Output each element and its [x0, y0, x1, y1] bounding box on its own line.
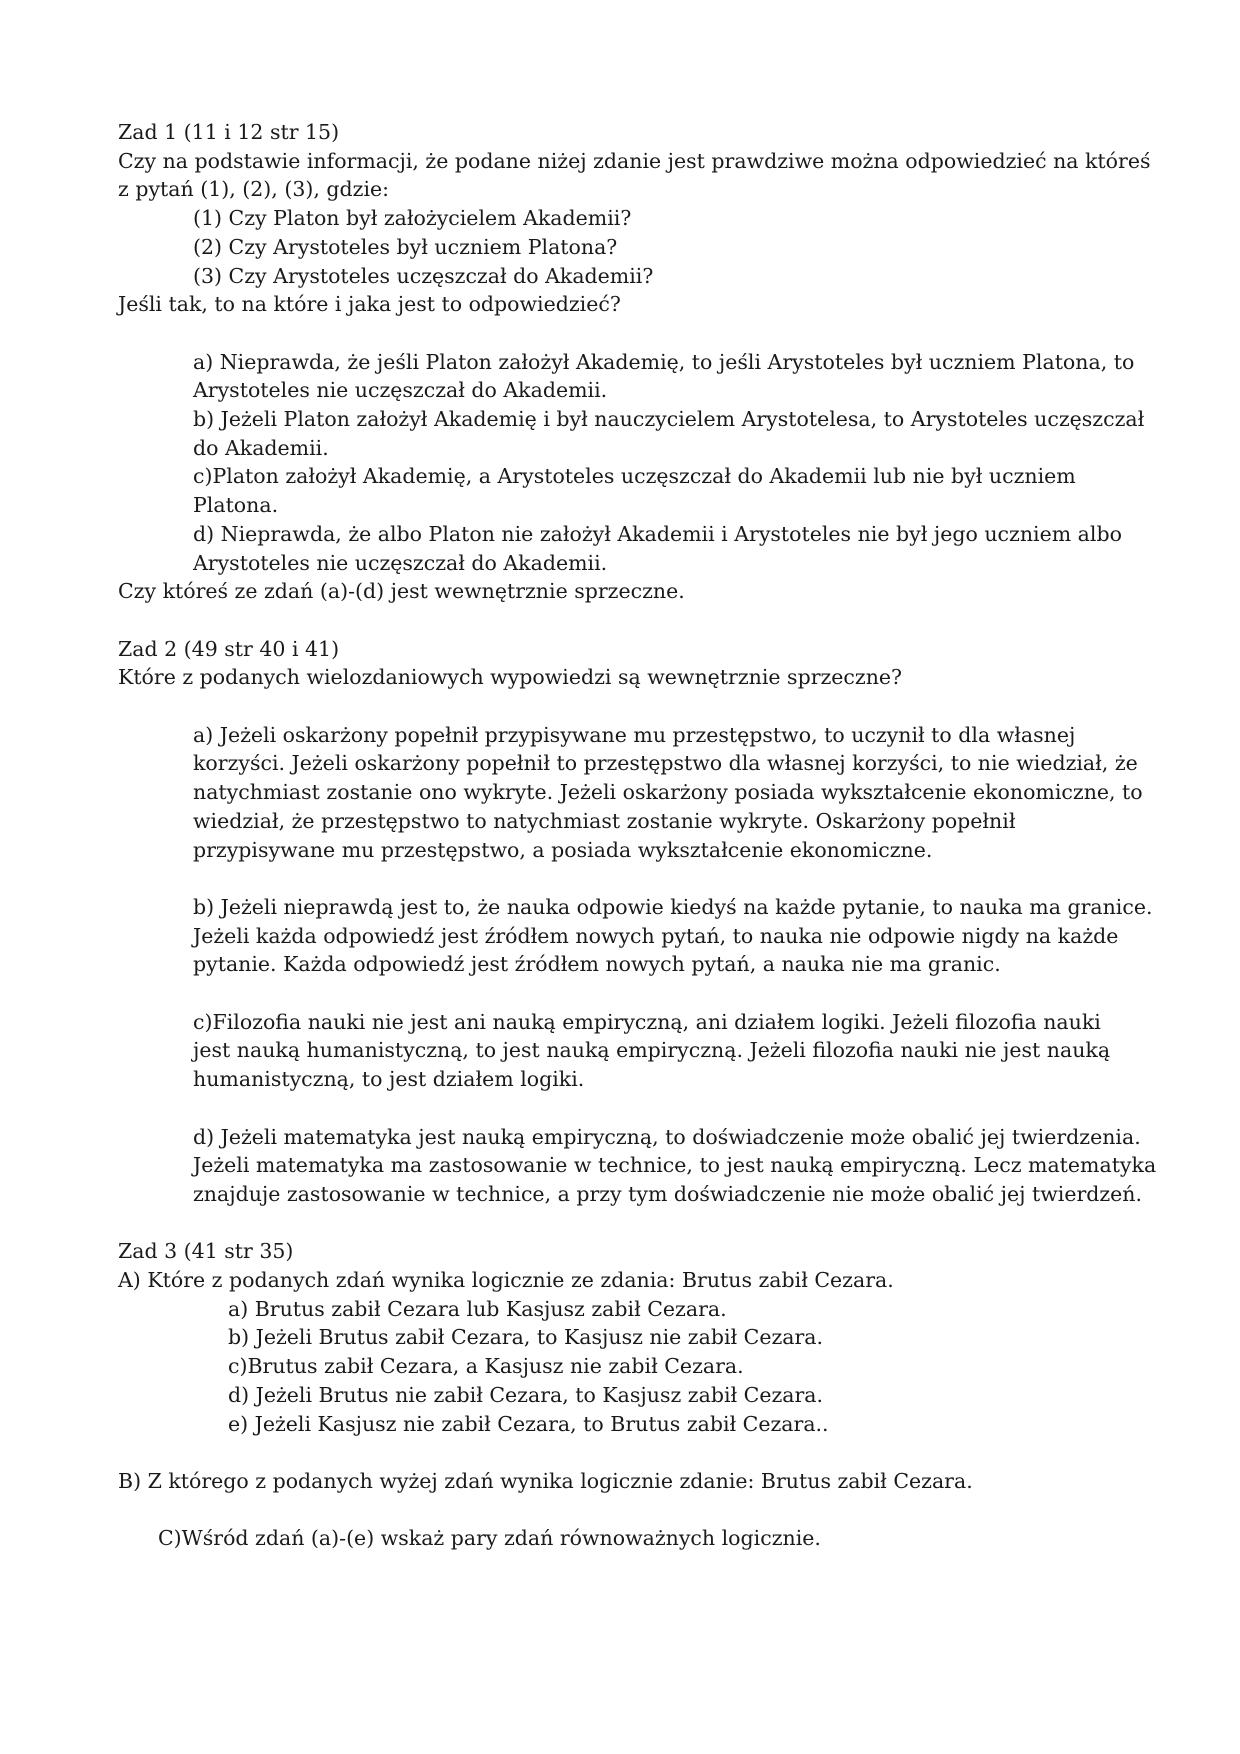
zad1-closing: Czy któreś ze zdań (a)-(d) jest wewnętrznie sprzeczne.	[118, 579, 685, 604]
zad2-item-b-line: pytanie. Każda odpowiedź jest źródłem nowych pytań, a nauka nie ma granic.	[193, 952, 1001, 977]
zad1-heading: Zad 1 (11 i 12 str 15)	[118, 120, 340, 144]
zad2-question: Które z podanych wielozdaniowych wypowiedzi są wewnętrznie sprzeczne?	[118, 665, 903, 690]
zad2-item-a-line: wiedział, że przestępstwo to natychmiast zostanie wykryte. Oskarżony popełnił	[193, 808, 1016, 833]
zad1-item-line: do Akademii.	[193, 435, 329, 460]
zad1-item-line: Platona.	[193, 493, 279, 518]
zad2-item-d-line: znajduje zastosowanie w technice, a przy tym doświadczenie nie może obalić jej twierdzeń.	[193, 1181, 1143, 1206]
zad3-item: d) Jeżeli Brutus nie zabił Cezara, to Kasjusz zabił Cezara.	[228, 1382, 824, 1407]
zad2-item-c-line: c)Filozofia nauki nie jest ani nauką empiryczną, ani działem logiki. Jeżeli filozofia nauki	[193, 1009, 1101, 1034]
spacer	[118, 606, 1128, 635]
spacer	[118, 979, 1128, 1008]
zad3-item: a) Brutus zabił Cezara lub Kasjusz zabił Cezara.	[228, 1296, 727, 1321]
zad2-heading: Zad 2 (49 str 40 i 41)	[118, 636, 340, 661]
zad3-item: b) Jeżeli Brutus zabił Cezara, to Kasjusz nie zabił Cezara.	[228, 1325, 824, 1350]
spacer	[118, 692, 1128, 721]
zad3-part-b: B) Z którego z podanych wyżej zdań wynika logicznie zdanie: Brutus zabił Cezara.	[118, 1468, 973, 1493]
zad2-item-c-line: humanistyczną, to jest działem logiki.	[193, 1067, 585, 1092]
zad1-question: (2) Czy Arystoteles był uczniem Platona?	[193, 234, 618, 259]
zad1-question: (3) Czy Arystoteles uczęszczał do Akademii?	[193, 263, 654, 288]
zad1-intro-line: Czy na podstawie informacji, że podane niżej zdanie jest prawdziwe można odpowiedzieć na któreś	[118, 148, 1151, 173]
spacer	[118, 1438, 1128, 1467]
zad1-item-line: Arystoteles nie uczęszczał do Akademii.	[193, 550, 608, 575]
zad3-item: c)Brutus zabił Cezara, a Kasjusz nie zabił Cezara.	[228, 1354, 744, 1379]
zad2-item-a-line: korzyści. Jeżeli oskarżony popełnił to przestępstwo dla własnej korzyści, to nie wiedział, że	[193, 751, 1138, 776]
zad1-question: (1) Czy Platon był założycielem Akademii?	[193, 206, 632, 231]
zad2-item-a-line: a) Jeżeli oskarżony popełnił przypisywane mu przestępstwo, to uczynił to dla własnej	[193, 722, 1076, 747]
zad2-item-b-line: Jeżeli każda odpowiedź jest źródłem nowych pytań, to nauka nie odpowie nigdy na każde	[193, 923, 1119, 948]
zad1-item-line: Arystoteles nie uczęszczał do Akademii.	[193, 378, 608, 403]
spacer	[118, 1496, 1128, 1525]
zad2-item-b-line: b) Jeżeli nieprawdą jest to, że nauka odpowie kiedyś na każde pytanie, to nauka ma granice.	[193, 894, 1153, 919]
spacer	[118, 1094, 1128, 1123]
zad1-ask: Jeśli tak, to na które i jaka jest to odpowiedzieć?	[118, 292, 621, 317]
zad2-item-a-line: natychmiast zostanie ono wykryte. Jeżeli oskarżony posiada wykształcenie ekonomiczne, to	[193, 780, 1143, 805]
zad1-item-line: c)Platon założył Akademię, a Arystoteles uczęszczał do Akademii lub nie był uczniem	[193, 464, 1076, 489]
spacer	[118, 319, 1128, 348]
zad1-item-line: a) Nieprawda, że jeśli Platon założył Akademię, to jeśli Arystoteles był uczniem Platona, to	[193, 349, 1135, 374]
zad3-part-a: A) Które z podanych zdań wynika logicznie ze zdania: Brutus zabił Cezara.	[118, 1268, 894, 1293]
zad2-item-c-line: jest nauką humanistyczną, to jest nauką empiryczną. Jeżeli filozofia nauki nie jest nauką	[193, 1038, 1111, 1063]
zad2-item-d-line: d) Jeżeli matematyka jest nauką empiryczną, to doświadczenie może obalić jej twierdzenia.	[193, 1124, 1141, 1149]
zad3-part-c: C)Wśród zdań (a)-(e) wskaż pary zdań równoważnych logicznie.	[158, 1526, 821, 1551]
spacer	[118, 1209, 1128, 1238]
zad1-intro-line: z pytań (1), (2), (3), gdzie:	[118, 177, 390, 202]
spacer	[118, 864, 1128, 893]
zad3-heading: Zad 3 (41 str 35)	[118, 1239, 294, 1264]
zad2-item-a-line: przypisywane mu przestępstwo, a posiada wykształcenie ekonomiczne.	[193, 837, 933, 862]
document-content	[118, 118, 1157, 1553]
zad3-item: e) Jeżeli Kasjusz nie zabił Cezara, to Brutus zabił Cezara..	[228, 1411, 829, 1436]
zad2-item-d-line: Jeżeli matematyka ma zastosowanie w technice, to jest nauką empiryczną. Lecz matematyka	[193, 1153, 1157, 1178]
zad1-item-line: d) Nieprawda, że albo Platon nie założył Akademii i Arystoteles nie był jego uczniem albo	[193, 521, 1122, 546]
zad1-item-line: b) Jeżeli Platon założył Akademię i był nauczycielem Arystotelesa, to Arystoteles uczęszczał	[193, 407, 1145, 432]
